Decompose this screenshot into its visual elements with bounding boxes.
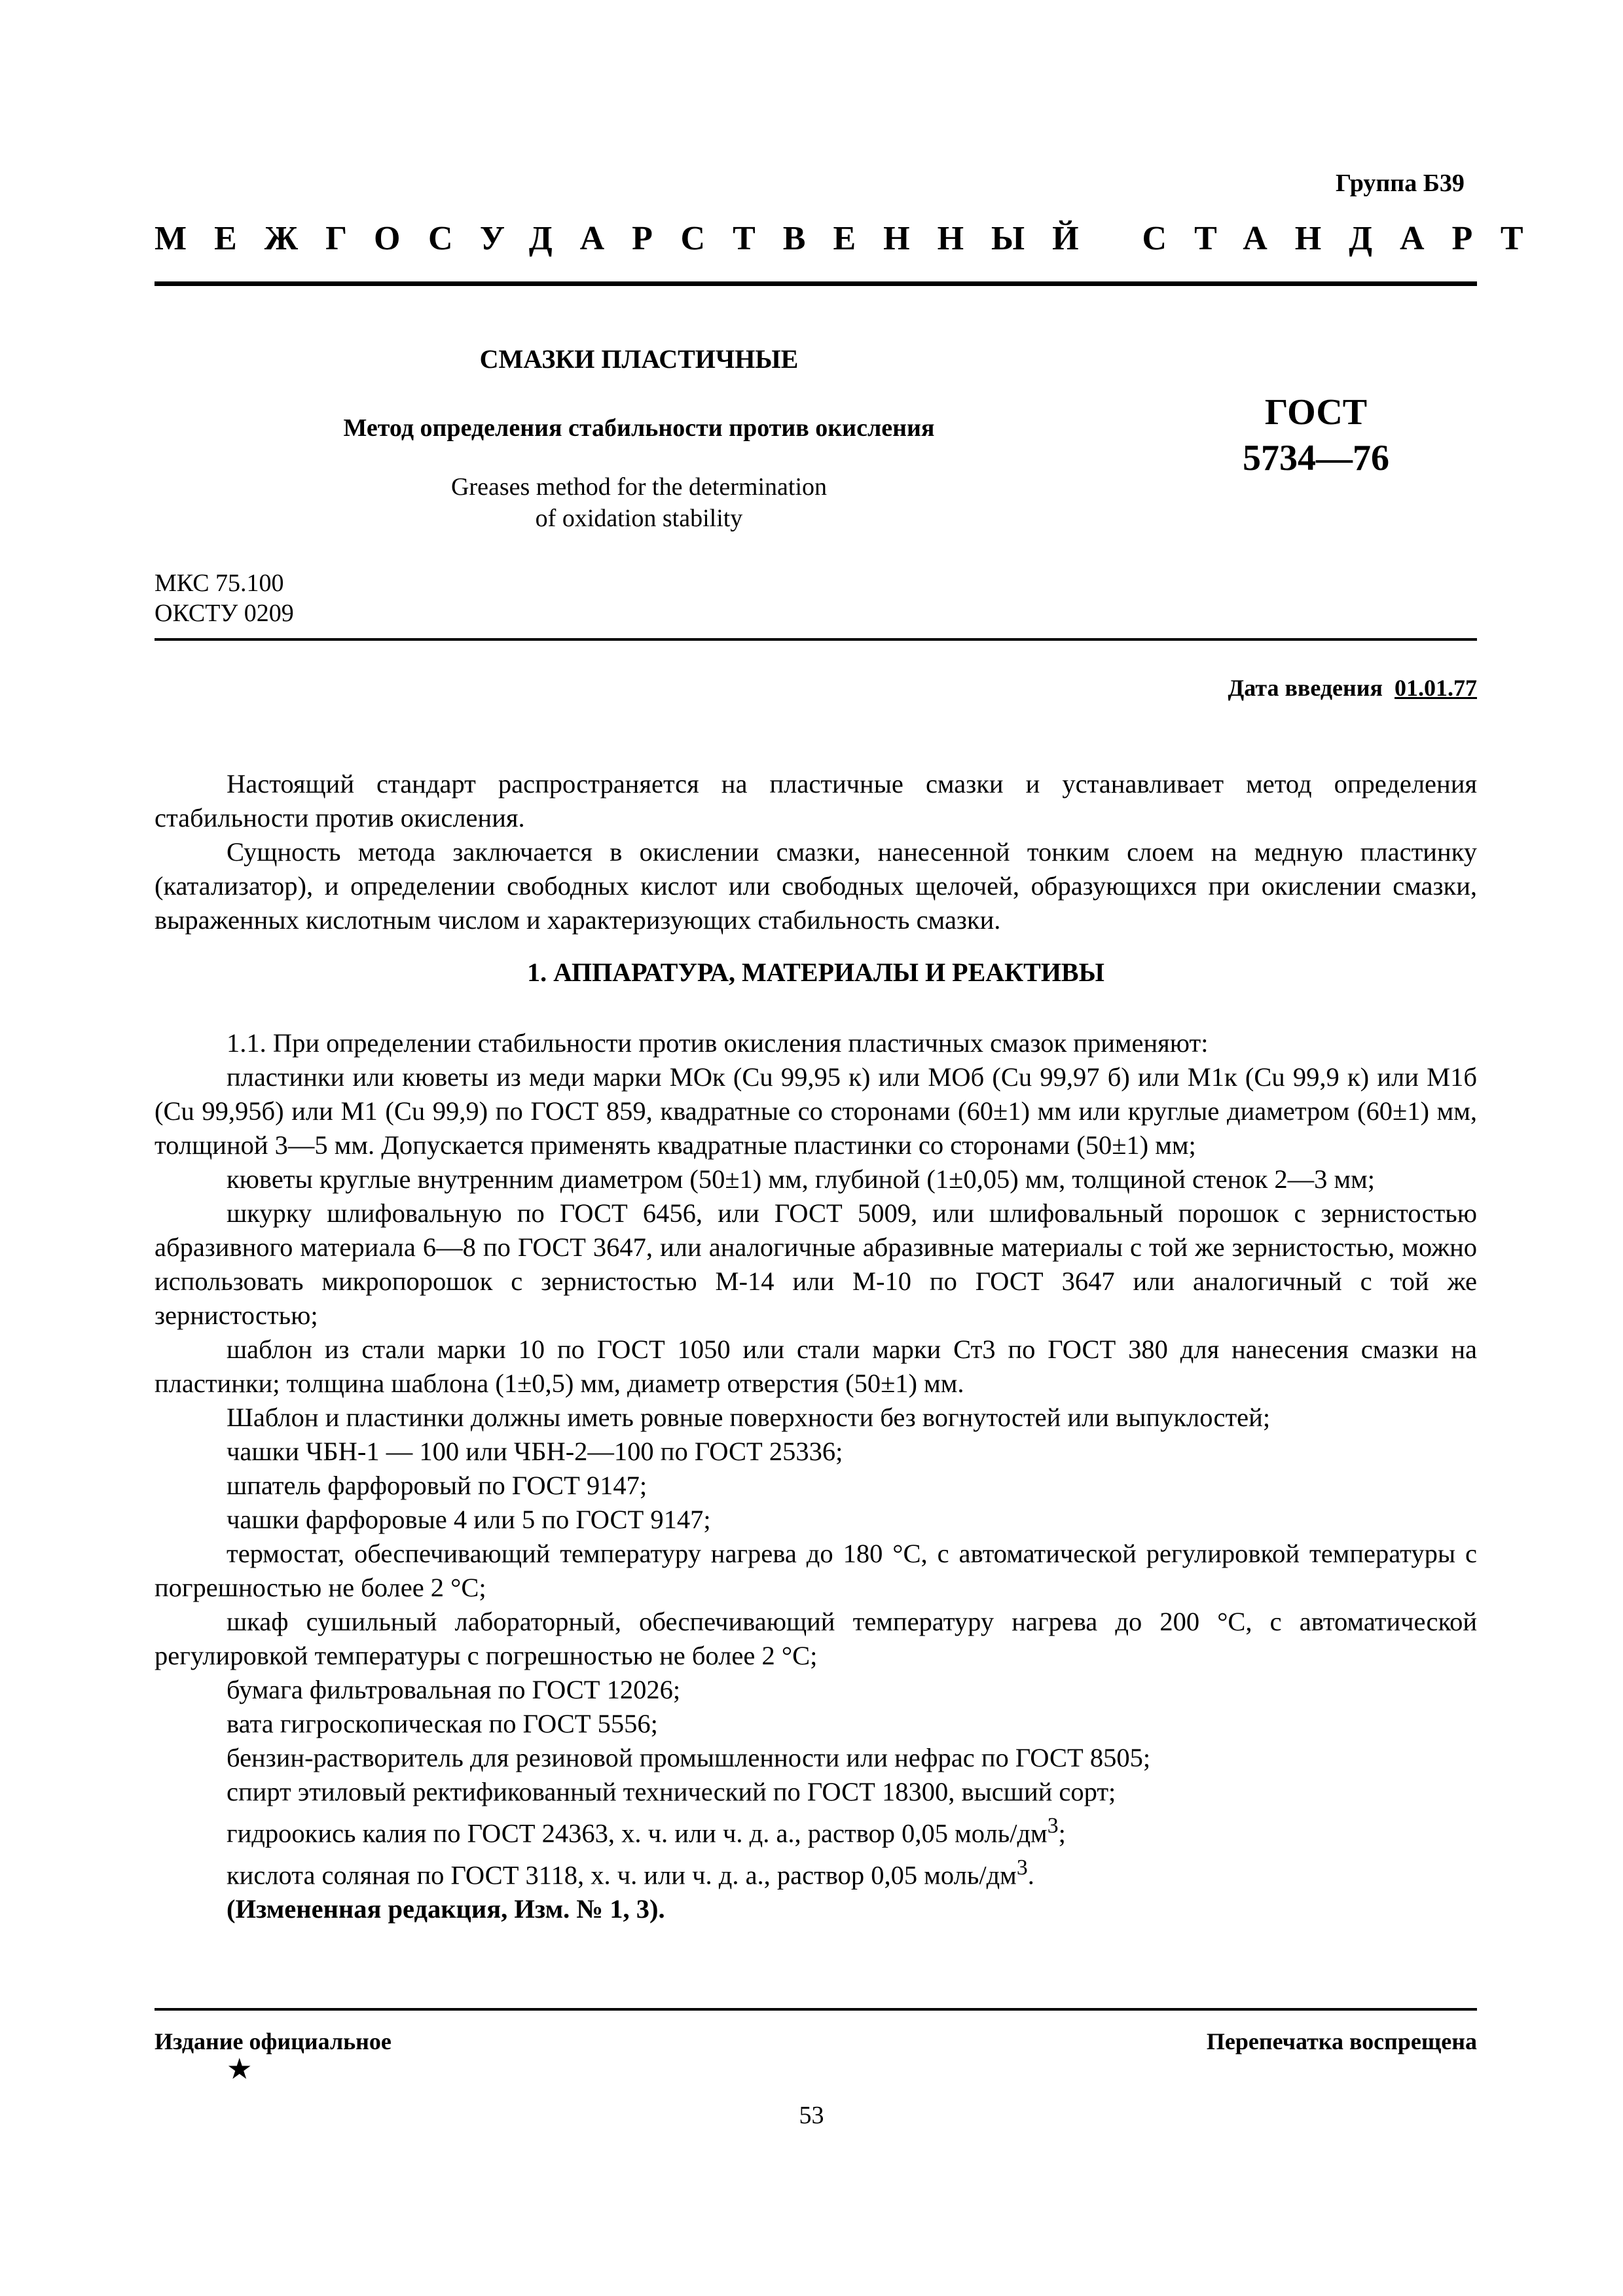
gost-number: [1198, 389, 1434, 481]
gost-code: 5734—76: [1243, 438, 1389, 478]
list-item: бензин-растворитель для резиновой промышленности или нефрас по ГОСТ 8505;: [227, 1743, 1151, 1772]
list-item-koh: гидроокись калия по ГОСТ 24363, х. ч. или ч. д. а., раствор 0,05 моль/$дм^3$;: [227, 1814, 1066, 1848]
list-item: Шаблон и пластинки должны иметь ровные поверхности без вогнутостей или выпуклостей;: [227, 1403, 1271, 1432]
introduction-date: [155, 674, 1477, 702]
page-number: 53: [799, 2102, 824, 2129]
mks-code: МКС 75.100: [155, 569, 284, 597]
star-icon: ★: [227, 2053, 253, 2085]
gost-label: ГОСТ: [1264, 392, 1368, 433]
intro-paragraph-2: Сущность метода заключается в окислении смазки, нанесенной тонким слоем на медную пластинку (катализатор), и определении свободных кислот или свободных щелочей, образующихся при окислении смазки, выраженных кислотным числом и характеризующих стабильность смазки.: [155, 837, 1477, 935]
list-item-hcl: кислота соляная по ГОСТ 3118, х. ч. или ч. д. а., раствор 0,05 моль/$дм^3$.: [227, 1855, 1034, 1890]
list-item: кюветы круглые внутренним диаметром (50±1) мм, глубиной (1±0,05) мм, толщиной стенок 2—3 мм;: [227, 1164, 1376, 1194]
intro-paragraph-1: Настоящий стандарт распространяется на пластичные смазки и устанавливает метод определения стабильности против окисления.: [155, 769, 1477, 833]
list-item: шкаф сушильный лабораторный, обеспечивающий температуру нагрева до 200 °С, с автоматической регулировкой температуры с погрешностью не более 2 °С;: [155, 1607, 1477, 1670]
reprint-prohibited: Перепечатка воспрещена: [1206, 2028, 1477, 2054]
english-title-line-2: of oxidation stability: [535, 505, 743, 532]
standard-banner: МЕЖГОСУДАРСТВЕННЫЙ СТАНДАРТ: [155, 220, 1551, 257]
codes-rule: [155, 638, 1477, 641]
header-rule: [155, 281, 1477, 286]
list-item: шаблон из стали марки 10 по ГОСТ 1050 или стали марки Ст3 по ГОСТ 380 для нанесения смазки на пластинки; толщина шаблона (1±0,5) мм, диаметр отверстия (50±1) мм.: [155, 1335, 1477, 1398]
footer-rule: [155, 2008, 1477, 2011]
english-title-line-1: Greases method for the determination: [450, 473, 828, 501]
list-item: шкурку шлифовальную по ГОСТ 6456, или ГОСТ 5009, или шлифовальный порошок с зернистостью абразивного материала 6—8 по ГОСТ 3647, или аналогичные абразивные материалы с той же зернистостью, можно использовать микропорошок с зернистостью М-14 или М-10 по ГОСТ 3647 или аналогичный с той же зернистостью;: [155, 1198, 1477, 1330]
okstu-code: ОКСТУ 0209: [155, 600, 294, 627]
list-item: пластинки или кюветы из меди марки МОк (Cu 99,95 к) или МОб (Cu 99,97 б) или М1к (Cu 99,9 к) или М1б (Cu 99,95б) или М1 (Cu 99,9) по ГОСТ 859, квадратные со сторонами (60±1) мм или круглые диаметром (60±1) мм, толщиной 3—5 мм. Допускается применять квадратные пластинки со сторонами (50±1) мм;: [155, 1062, 1477, 1160]
revision-note: (Измененная редакция, Изм. № 1, 3).: [227, 1894, 665, 1924]
list-item: шпатель фарфоровый по ГОСТ 9147;: [227, 1471, 647, 1500]
list-item: чашки фарфоровые 4 или 5 по ГОСТ 9147;: [227, 1505, 711, 1534]
document-subtitle: Метод определения стабильности против окисления: [343, 414, 935, 442]
clause-1-1: 1.1. При определении стабильности против окисления пластичных смазок применяют:: [227, 1028, 1209, 1058]
list-item: чашки ЧБН-1 — 100 или ЧБН-2—100 по ГОСТ 25336;: [227, 1437, 843, 1466]
date-label: Дата введения: [1228, 675, 1383, 701]
group-code: Группа Б39: [1336, 170, 1465, 197]
english-title: [155, 471, 1123, 534]
date-value: 01.01.77: [1395, 675, 1477, 701]
official-edition: Издание официальное: [155, 2028, 392, 2054]
list-item: термостат, обеспечивающий температуру нагрева до 180 °С, с автоматической регулировкой температуры с погрешностью не более 2 °С;: [155, 1539, 1477, 1602]
section-1-text: [155, 1026, 1477, 1926]
list-item: вата гигроскопическая по ГОСТ 5556;: [227, 1709, 658, 1738]
document-title: СМАЗКИ ПЛАСТИЧНЫЕ: [479, 344, 799, 374]
list-item: спирт этиловый ректификованный технический по ГОСТ 18300, высший сорт;: [227, 1777, 1116, 1806]
list-item: бумага фильтровальная по ГОСТ 12026;: [227, 1675, 681, 1704]
intro-text: [155, 767, 1477, 937]
section-1-heading: 1. АППАРАТУРА, МАТЕРИАЛЫ И РЕАКТИВЫ: [527, 958, 1104, 987]
classification-codes: [155, 568, 294, 628]
